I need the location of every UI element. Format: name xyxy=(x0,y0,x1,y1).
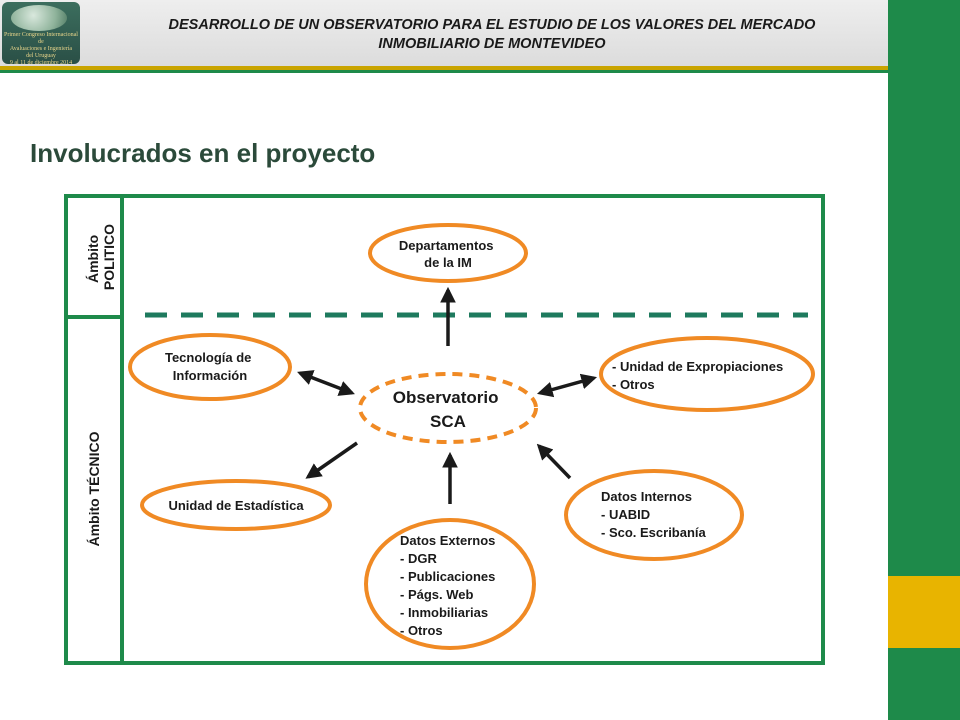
expropiaciones-label: - Unidad de Expropiaciones - Otros xyxy=(612,359,784,392)
arrow-expropiaciones xyxy=(540,378,594,393)
header-title: DESARROLLO DE UN OBSERVATORIO PARA EL ESTUDIO DE LOS VALORES DEL MERCADO INMOBILIARIO DE MONTEVIDEO xyxy=(168,17,816,52)
observatorio-label: Observatorio SCA xyxy=(392,388,499,431)
arrow-from-datos-internos xyxy=(539,446,570,478)
arrow-tecnologia xyxy=(300,373,352,393)
ambito-politico-label: Ámbito POLITICO xyxy=(85,223,117,291)
observatorio-node xyxy=(360,374,536,442)
ambito-tecnico-label: Ámbito TÉCNICO xyxy=(86,431,102,547)
datos-internos-node xyxy=(566,471,742,559)
page-title: Involucrados en el proyecto xyxy=(30,138,376,168)
estadistica-label: Unidad de Estadística xyxy=(168,498,304,513)
logo-text: Primer Congreso Internacional de Avaluaciones e Ingeniería del Uruguay 9 al 11 de diciembre 2014 xyxy=(4,32,78,64)
datos-internos-label: Datos Internos - UABID - Sco. Escribanía xyxy=(601,489,706,540)
tecnologia-node xyxy=(130,335,290,399)
departamentos-node xyxy=(370,225,526,281)
arrow-to-estadistica xyxy=(308,443,357,477)
tecnologia-label: Tecnología de Información xyxy=(164,350,252,383)
expropiaciones-node xyxy=(601,338,813,410)
datos-externos-label: Datos Externos - DGR - Publicaciones - Págs. Web - Inmobiliarias - Otros xyxy=(400,533,496,638)
departamentos-label: Departamentos de la IM xyxy=(398,238,494,270)
right-accent-block xyxy=(888,576,960,648)
